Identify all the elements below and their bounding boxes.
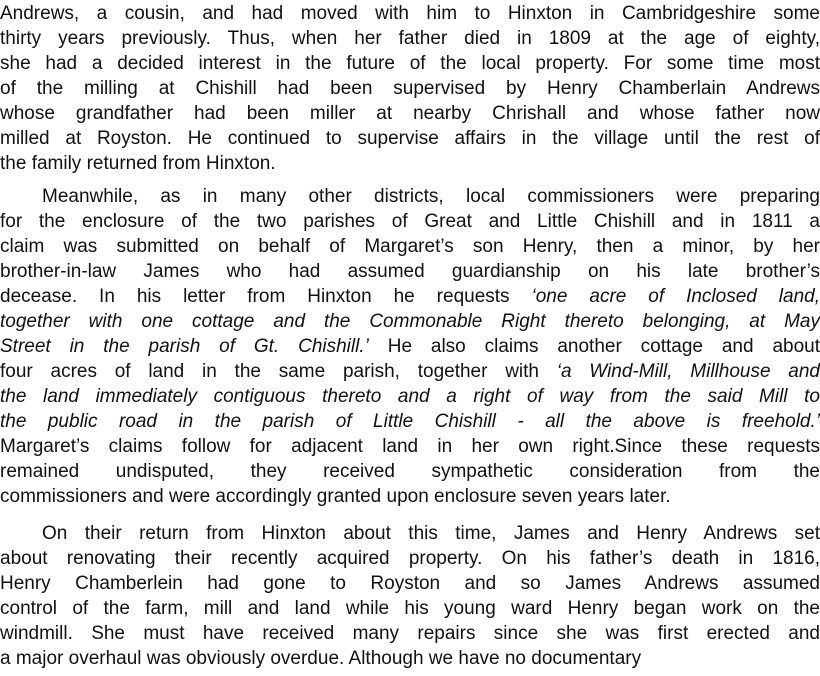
text-line xyxy=(0,597,820,621)
text-line xyxy=(0,360,820,384)
text-line xyxy=(0,210,820,234)
quoted-italic-text: ‘a Wind-Mill, Millhouse and xyxy=(556,361,820,382)
text-line xyxy=(0,260,820,284)
text-line xyxy=(0,152,820,176)
text-line xyxy=(0,460,820,484)
quoted-italic-text: ‘one acre of Inclosed land, xyxy=(531,286,820,307)
text-line xyxy=(0,285,820,309)
text-segment: decease. In his letter from Hinxton he requests xyxy=(0,286,532,307)
text-segment: windmill. She must have received many repairs since she was first erected and xyxy=(0,623,820,644)
text-line xyxy=(0,410,820,434)
text-line xyxy=(0,522,820,546)
text-line xyxy=(0,385,820,409)
text-segment: Andrews, a cousin, and had moved with him to Hinxton in Cambridgeshire some xyxy=(0,3,820,24)
text-segment: Meanwhile, as in many other districts, local commissioners were preparing xyxy=(42,186,820,207)
text-line xyxy=(0,235,820,259)
text-line xyxy=(0,572,820,596)
text-segment: Henry Chamberlein had gone to Royston and so James Andrews assumed xyxy=(0,573,820,594)
text-segment: remained undisputed, they received sympathetic consideration from the xyxy=(0,461,820,482)
text-line xyxy=(0,335,820,359)
text-line xyxy=(0,485,820,509)
text-line xyxy=(0,27,820,51)
text-line xyxy=(0,622,820,646)
text-segment: control of the farm, mill and land while his young ward Henry began work on the xyxy=(0,598,820,619)
text-segment: about renovating their recently acquired property. On his father’s death in 1816, xyxy=(0,548,820,569)
quoted-italic-text: the public road in the parish of Little Chishill - all the above is freehold.’ xyxy=(0,411,820,432)
text-segment: of the milling at Chishill had been supervised by Henry Chamberlain Andrews xyxy=(0,78,820,99)
text-segment: whose grandfather had been miller at nearby Chrishall and whose father now xyxy=(0,103,820,124)
text-segment: for the enclosure of the two parishes of Great and Little Chishill and in 1811 a xyxy=(0,211,820,232)
quoted-italic-text: Street in the parish of Gt. Chishill.’ xyxy=(0,336,369,357)
text-line xyxy=(0,435,820,459)
text-line xyxy=(0,547,820,571)
text-segment: milled at Royston. He continued to supervise affairs in the village until the rest of xyxy=(0,128,820,149)
text-line xyxy=(0,102,820,126)
text-line xyxy=(0,647,820,671)
text-segment: thirty years previously. Thus, when her father died in 1809 at the age of eighty, xyxy=(0,28,820,49)
text-line xyxy=(0,127,820,151)
text-line xyxy=(0,52,820,76)
text-segment: a major overhaul was obviously overdue. Although we have no documentary xyxy=(0,648,642,669)
text-segment: claim was submitted on behalf of Margaret’s son Henry, then a minor, by her xyxy=(0,236,820,257)
text-segment: brother-in-law James who had assumed guardianship on his late brother’s xyxy=(0,261,820,282)
text-line xyxy=(0,310,820,334)
text-line xyxy=(0,77,820,101)
text-line xyxy=(0,2,820,26)
text-line xyxy=(0,185,820,209)
text-segment: the family returned from Hinxton. xyxy=(0,153,276,174)
text-segment: she had a decided interest in the future of the local property. For some time most xyxy=(0,53,820,74)
text-segment: four acres of land in the same parish, together with xyxy=(0,361,557,382)
text-segment: He also claims another cottage and about xyxy=(368,336,820,357)
text-segment: commissioners and were accordingly granted upon enclosure seven years later. xyxy=(0,486,671,507)
quoted-italic-text: the land immediately contiguous thereto and a right of way from the said Mill to xyxy=(0,386,820,407)
text-segment: Margaret’s claims follow for adjacent land in her own right.Since these requests xyxy=(0,436,820,457)
quoted-italic-text: together with one cottage and the Commonable Right thereto belonging, at May xyxy=(0,311,820,332)
text-segment: On their return from Hinxton about this time, James and Henry Andrews set xyxy=(42,523,820,544)
